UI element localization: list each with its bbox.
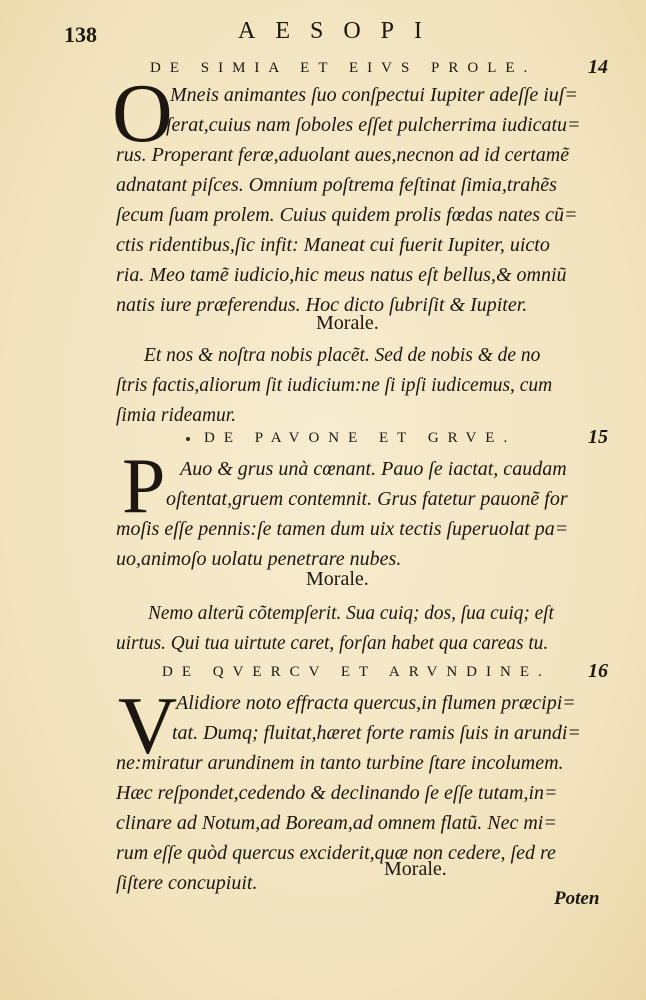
text-line: ſtris factis,aliorum ſit iudicium:ne ſi ipſi iudicemus, cum xyxy=(116,374,553,396)
fable-text xyxy=(116,454,616,574)
text-line: ctis ridentibus,ſic infit: Maneat cui fuerit Iupiter, uicto xyxy=(116,234,550,256)
text-line: uo,animoſo uolatu penetrare nubes. xyxy=(116,548,402,570)
morale-heading: Morale. xyxy=(384,858,447,880)
fable-text xyxy=(116,80,616,320)
text-line: natis iure præferendus. Hoc dicto ſubriſit & Iupiter. xyxy=(116,294,528,316)
drop-cap: V xyxy=(118,680,178,771)
text-line: ſerat,cuius nam ſoboles eſſet pulcherrima iudicatu= xyxy=(166,114,581,136)
text-line: adnatant piſces. Omnium poſtrema feſtinat ſimia,trahẽs xyxy=(116,174,557,196)
text-line: Et nos & noſtra nobis placẽt. Sed de nobis & de no xyxy=(144,344,541,366)
text-line: ſecum ſuam prolem. Cuius quidem prolis fœdas nates cũ= xyxy=(116,204,578,226)
morale-heading: Morale. xyxy=(306,568,369,590)
text-line: uirtus. Qui tua uirtute caret, forſan habet qua careas tu. xyxy=(116,632,549,654)
fable-title: DE SIMIA ET EIVS PROLE. xyxy=(150,60,537,76)
text-line: tat. Dumq; fluitat,hæret forte ramis ſuis in arundi= xyxy=(172,722,581,744)
morale-text xyxy=(116,598,646,658)
text-line: ne:miratur arundinem in tanto turbine ſtare incolumem. xyxy=(116,752,564,774)
catchword: Poten xyxy=(554,888,600,909)
running-head xyxy=(0,14,646,48)
text-line: oſtentat,gruem contemnit. Grus fatetur pauonẽ for xyxy=(166,488,568,510)
text-line: Mneis animantes ſuo conſpectui Iupiter adeſſe iuſ= xyxy=(170,84,578,106)
heading-ornament xyxy=(186,437,190,441)
morale-heading: Morale. xyxy=(316,312,379,334)
text-line: Auo & grus unà cœnant. Pauo ſe iactat, caudam xyxy=(180,458,567,480)
fable-number: 15 xyxy=(588,426,608,448)
text-line: moſis eſſe pennis:ſe tamen dum uix tectis ſuperuolat pa= xyxy=(116,518,569,540)
text-line: Alidiore noto effracta quercus,in flumen præcipi= xyxy=(176,692,576,714)
fable-heading xyxy=(162,662,620,686)
text-line: Nemo alterũ cõtempſerit. Sua cuiq; dos, ſua cuiq; eſt xyxy=(148,602,554,624)
text-line: rus. Properant feræ,aduolant aues,necnon ad id certamẽ xyxy=(116,144,570,166)
text-line: Hæc reſpondet,cedendo & declinando ſe eſſe tutam,in= xyxy=(116,782,558,804)
text-line: clinare ad Notum,ad Boream,ad omnem flatũ. Nec mi= xyxy=(116,812,557,834)
fable-text xyxy=(116,688,616,898)
text-line: ria. Meo tamẽ iudicio,hic meus natus eſt bellus,& omniũ xyxy=(116,264,567,286)
text-line: rum eſſe quòd quercus exciderit,quæ non cedere, ſed re xyxy=(116,842,556,864)
fable-number: 14 xyxy=(588,56,608,78)
text-line: ſimia rideamur. xyxy=(116,404,237,426)
book-title: AESOPI xyxy=(237,18,442,44)
fable-title: DE PAVONE ET GRVE. xyxy=(204,430,517,446)
text-line: ſiſtere concupiuit. xyxy=(116,872,258,894)
fable-number: 16 xyxy=(588,660,608,682)
fable-title: DE QVERCV ET ARVNDINE. xyxy=(162,664,551,680)
fable-heading xyxy=(150,58,620,82)
drop-cap: O xyxy=(112,67,173,160)
page-number: 138 xyxy=(64,22,97,47)
morale-text xyxy=(116,340,644,430)
fable-heading xyxy=(204,428,620,452)
drop-cap: P xyxy=(122,442,166,529)
